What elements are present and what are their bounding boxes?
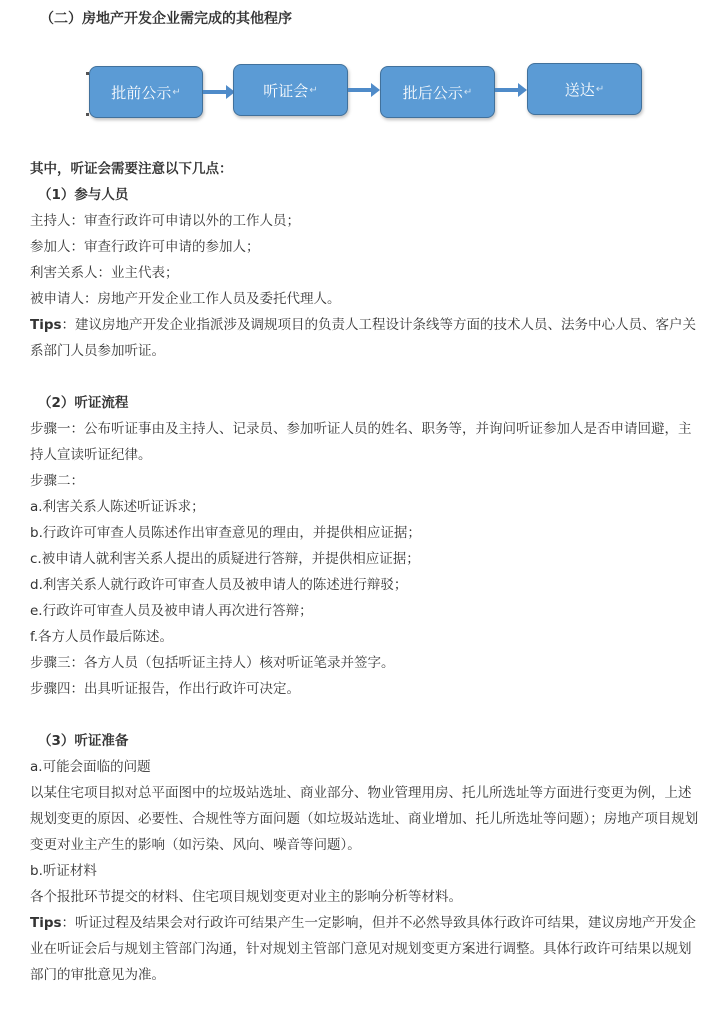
tips-label: Tips [30, 915, 62, 931]
paragraph: c.被申请人就利害关系人提出的质疑进行答辩，并提供相应证据； [30, 551, 420, 567]
subsection-heading-preparation: （3）听证准备 [38, 733, 129, 749]
paragraph: a.利害关系人陈述听证诉求； [30, 499, 205, 515]
paragraph: d.利害关系人就行政许可审查人员及被申请人的陈述进行辩驳； [30, 577, 408, 593]
paragraph: 利害关系人：业主代表； [30, 265, 179, 281]
flow-arrow [348, 88, 372, 92]
subsection-heading-participants: （1）参与人员 [38, 187, 129, 203]
paragraph: b.行政许可审查人员陈述作出审查意见的理由，并提供相应证据； [30, 525, 421, 541]
paragraph: 步骤四：出具听证报告，作出行政许可决定。 [30, 681, 300, 697]
paragraph: 主持人：审查行政许可申请以外的工作人员； [30, 213, 300, 229]
flow-step-delivery: 送达 ↵ [527, 63, 642, 115]
paragraph: a.可能会面临的问题 [30, 759, 151, 775]
flow-step-pre-approval-notice: 批前公示 ↵ [89, 66, 203, 118]
tips-label: Tips [30, 317, 62, 333]
flow-step-hearing: 听证会 ↵ [233, 64, 348, 116]
paragraph: 步骤一：公布听证事由及主持人、记录员、参加听证人员的姓名、职务等，并询问听证参加人是否申请回避，主持人宣读听证纪律。 [30, 421, 692, 463]
paragraph: 以某住宅项目拟对总平面图中的垃圾站选址、商业部分、物业管理用房、托儿所选址等方面进行变更为例，上述规划变更的原因、必要性、合规性等方面问题（如垃圾站选址、商业增加、托儿所选址等问题）；房地产项目规划变更对业主产生的影响（如污染、风向、噪音等问题）。 [30, 785, 699, 853]
paragraph: 步骤二： [30, 473, 84, 489]
paragraph: 参加人：审查行政许可申请的参加人； [30, 239, 260, 255]
paragraph: e.行政许可审查人员及被申请人再次进行答辩； [30, 603, 313, 619]
flow-step-post-approval-notice: 批后公示 ↵ [380, 66, 495, 118]
paragraph: 步骤三：各方人员（包括听证主持人）核对听证笔录并签字。 [30, 655, 395, 671]
subsection-heading-process: （2）听证流程 [38, 395, 129, 411]
flow-arrow [203, 90, 227, 94]
tips-text: ：听证过程及结果会对行政许可结果产生一定影响，但并不必然导致具体行政许可结果，建议房地产开发企业在听证会后与规划主管部门沟通，针对规划主管部门意见对规划变更方案进行调整。具体行政许可结果以规划部门的审批意见为准。 [30, 915, 697, 983]
tips-text: ：建议房地产开发企业指派涉及调规项目的负责人工程设计条线等方面的技术人员、法务中心人员、客户关系部门人员参加听证。 [30, 317, 697, 359]
section-heading: （二）房地产开发企业需完成的其他程序 [40, 11, 292, 27]
selection-handle [86, 113, 89, 116]
article-body [30, 156, 700, 988]
process-flowchart [0, 0, 717, 150]
intro-text: 其中，听证会需要注意以下几点： [30, 161, 233, 177]
paragraph: 各个报批环节提交的材料、住宅项目规划变更对业主的影响分析等材料。 [30, 889, 462, 905]
paragraph: f.各方人员作最后陈述。 [30, 629, 174, 645]
paragraph: 被申请人：房地产开发企业工作人员及委托代理人。 [30, 291, 341, 307]
flow-arrow [495, 88, 519, 92]
tips-paragraph [30, 910, 700, 988]
tips-paragraph [30, 312, 700, 364]
paragraph: b.听证材料 [30, 863, 97, 879]
